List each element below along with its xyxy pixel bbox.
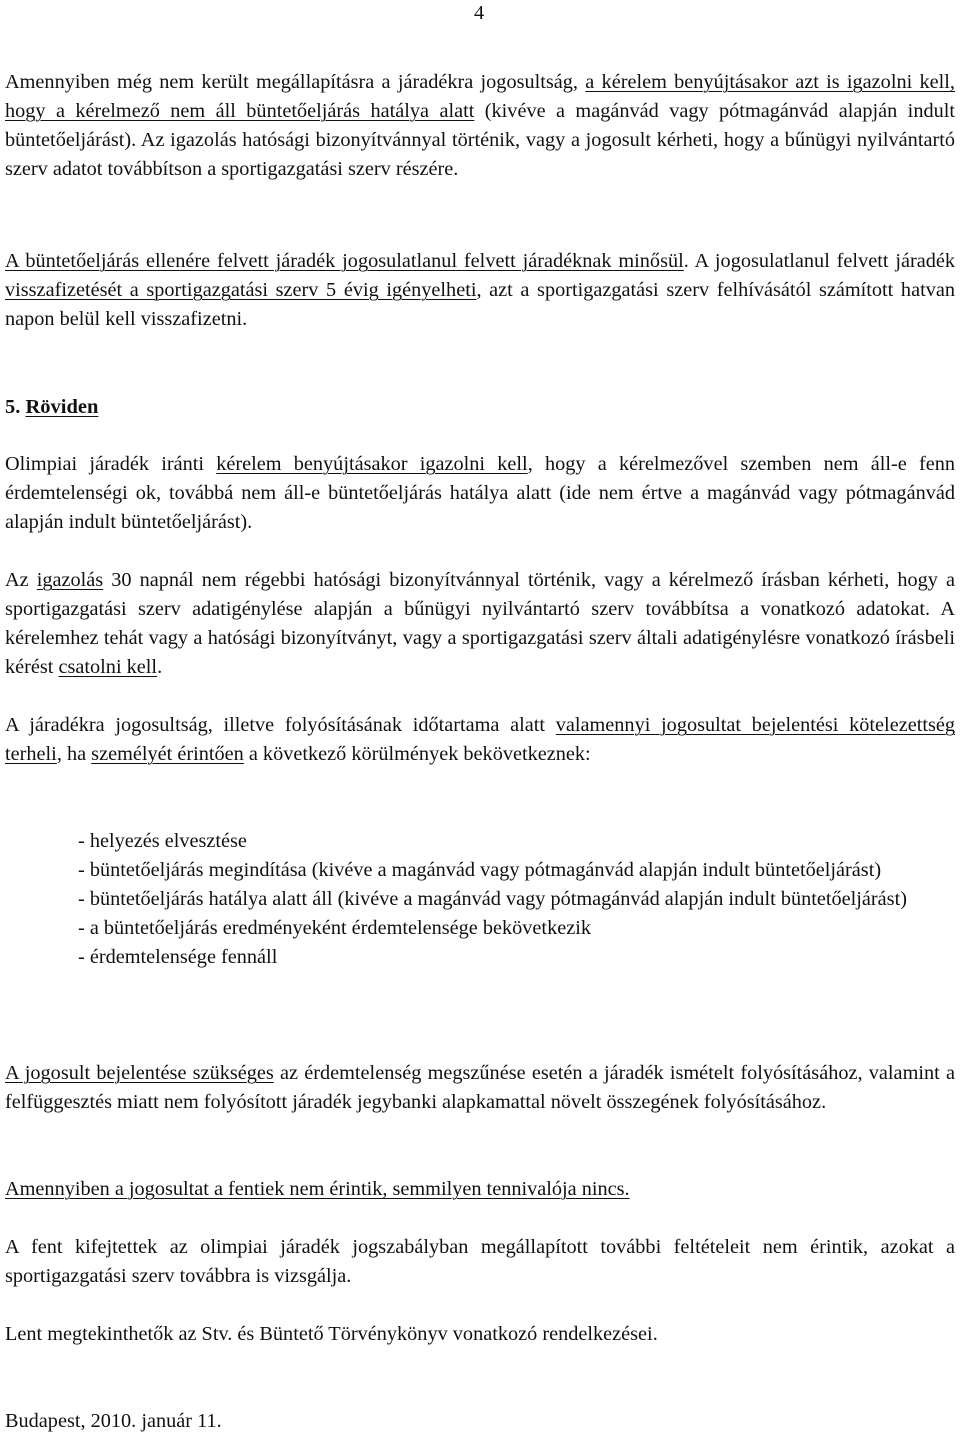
paragraph-unlawful-annuity [5, 247, 955, 334]
underlined-text: visszafizetését a sportigazgatási szerv 5 évig igényelheti [5, 279, 477, 301]
text-run: Budapest, 2010. január 11. [5, 1410, 222, 1432]
text-run: (kivéve a magánvád vagy pótmagánvád alapján indult büntetőeljárást). Az igazolás hatósági bizonyítvánnyal történik, vagy a jogosult kérheti, hogy a bűnügyi nyilvántartó szerv adatot továbbítson a sportigazgatási szerv részére. [5, 100, 956, 180]
underlined-text: a kérelem benyújtásakor azt is igazolni kell, hogy a kérelmező nem áll büntetőeljárás hatálya alatt [5, 71, 955, 122]
place-date [5, 1407, 955, 1436]
section-number: 5. [5, 396, 26, 418]
underlined-text: valamennyi jogosultat bejelentési kötelezettség terheli [5, 714, 955, 765]
text-run: . [157, 656, 163, 678]
underlined-text: igazolás [36, 569, 104, 591]
list-item: - a büntetőeljárás eredményeként érdemtelensége bekövetkezik [78, 917, 591, 939]
underlined-text: A jogosult bejelentése szükséges [5, 1062, 274, 1084]
underlined-text: személyét érintően [91, 743, 244, 765]
underlined-text: Amennyiben a jogosultat a fentiek nem érintik, semmilyen tennivalója nincs. [5, 1178, 630, 1200]
section-title: Röviden [25, 396, 99, 418]
list-item: - büntetőeljárás hatálya alatt áll (kivéve a magánvád vagy pótmagánvád alapján indult büntetőeljárást) [78, 888, 907, 910]
paragraph-reporting-obligation [5, 711, 955, 769]
paragraph-certificate-details [5, 566, 955, 682]
text-run: , hogy a kérelmezővel szemben nem áll-e fenn érdemtelenségi ok, továbbá nem áll-e büntetőeljárás hatálya alatt (ide nem értve a magánvád vagy pótmagánvád alapján indult büntetőeljárást). [5, 453, 956, 533]
list-item: - büntetőeljárás megindítása (kivéve a magánvád vagy pótmagánvád alapján indult büntetőeljárást) [78, 859, 882, 881]
paragraph-provisions-reference [5, 1320, 955, 1349]
underlined-text: kérelem benyújtásakor igazolni kell [216, 453, 528, 475]
text-run: . A jogosulatlanul felvett járadék [683, 250, 956, 272]
text-run: az érdemtelenség megszűnése esetén a járadék ismételt folyósításához, valamint a felfüggesztés miatt nem folyósított járadék jegybanki alapkamattal növelt összegének folyósításához. [5, 1062, 955, 1113]
text-run: Olimpiai járadék iránti [5, 453, 217, 475]
section-heading [5, 393, 98, 422]
underlined-text: A büntetőeljárás ellenére felvett járadék jogosulatlanul felvett járadéknak minősül [5, 250, 684, 272]
page-number: 4 [474, 2, 485, 24]
text-run: 30 napnál nem régebbi hatósági bizonyítvánnyal történik, vagy a kérelmező írásban kérheti, hogy a sportigazgatási szerv adatigénylése alapján a bűnügyi nyilvántartó szerv továbbítsa a vonatkozó adatokat. A kérelemhez tehát vagy a hatósági bizonyítványt, vagy a sportigazgatási szerv általi adatigénylésre vonatkozó írásbeli kérést [5, 569, 955, 678]
list-item: - érdemtelensége fennáll [78, 946, 278, 968]
list-item: - helyezés elvesztése [78, 830, 247, 852]
text-run: Az [5, 569, 37, 591]
text-run: Lent megtekinthetők az Stv. és Büntető Törvénykönyv vonatkozó rendelkezései. [5, 1323, 658, 1345]
text-run: a következő körülmények bekövetkeznek: [243, 743, 591, 765]
paragraph-summary-certificate [5, 450, 955, 537]
underlined-text: csatolni kell [58, 656, 158, 678]
text-run: A járadékra jogosultság, illetve folyósításának időtartama alatt [5, 714, 556, 736]
paragraph-eligibility-certificate [5, 68, 955, 184]
text-run: A fent kifejtettek az olimpiai járadék jogszabályban megállapított további feltételeit nem érintik, azokat a sportigazgatási szerv továbbra is vizsgálja. [5, 1236, 955, 1287]
paragraph-no-action [5, 1175, 955, 1204]
paragraph-further-conditions [5, 1233, 955, 1291]
text-run: , ha [56, 743, 92, 765]
circumstances-list [5, 827, 955, 972]
text-run: , azt a sportigazgatási szerv felhívásától számított hatvan napon belül kell visszafizetni. [5, 279, 955, 330]
text-run: Amennyiben még nem került megállapításra a járadékra jogosultság, [5, 71, 586, 93]
paragraph-reporting-required [5, 1059, 955, 1117]
